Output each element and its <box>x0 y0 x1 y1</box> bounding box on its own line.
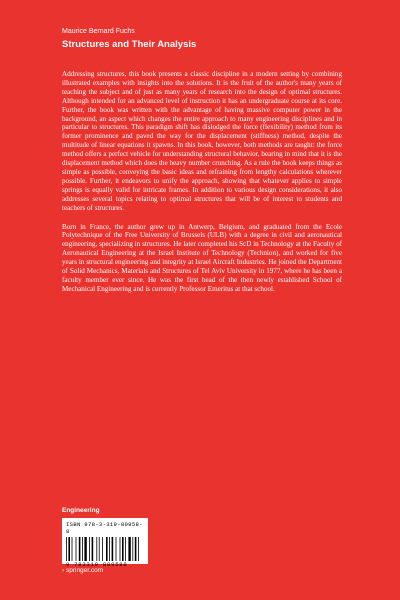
cover-footer <box>62 507 148 574</box>
barcode-icon <box>66 537 144 561</box>
book-title: Structures and Their Analysis <box>62 39 197 50</box>
subject-label: Engineering <box>62 507 100 514</box>
cover-header <box>62 27 370 51</box>
barcode-digits: 9 783319 809588 <box>66 561 128 568</box>
author-name: Maurice Bernard Fuchs <box>62 28 135 35</box>
barcode-block <box>62 518 148 568</box>
book-description-paragraph: Addressing structures, this book presents a classic discipline in a modern setting by combining illustrated examples with insights into the solutions. It is the fruit of the author's many years of teaching the subject and of just as many years of research into the design of optimal structures. Although intended for an advanced level of instruction it has an undergraduate course at its core. Further, the book was written with the advantage of having massive computer power in the background, an aspect which changes the entire approach to many engineering disciplines and in particular to structures. This paradigm shift has dislodged the force (flexibility) method from its former prominence and paved the way for the displacement (stiffness) method, despite the multitude of linear equations it spawns. In this book, however, both methods are taught: the force method offers a perfect vehicle for understanding structural behavior, bearing in mind that it is the displacement method which does the heavy number crunching. As a rule the book keeps things as simple as possible, conveying the basic ideas and refraining from lengthy calculations wherever possible. Further, it endeavors to unify the approach, showing that whatever applies to simple springs is equally valid for intricate frames. In addition to various design considerations, it also addresses several topics relating to optimal structures that will be of interest to students and teachers of structures. <box>62 70 342 212</box>
back-cover-text <box>62 70 342 304</box>
author-bio-paragraph: Born in France, the author grew up in Antwerp, Belgium, and graduated from the Ecole Polytechnique of the Free University of Brussels (ULB) with a degree in civil and aeronautical engineering, specializing in structures. He later completed his ScD in Technology at the Faculty of Aeronautical Engineering at the Israel Institute of Technology (Technion), and worked for five years in structural engineering and integrity at Israel Aircraft Industries. He joined the Department of Solid Mechanics, Materials and Structures of Tel Aviv University in 1977, where he has been a faculty member ever since. He was the first head of the then newly established School of Mechanical Engineering and is currently Professor Emeritus at that school. <box>62 222 342 293</box>
publisher-website: › springer.com <box>62 567 104 574</box>
isbn-label: ISBN 978-3-319-80958-8 <box>66 521 143 535</box>
